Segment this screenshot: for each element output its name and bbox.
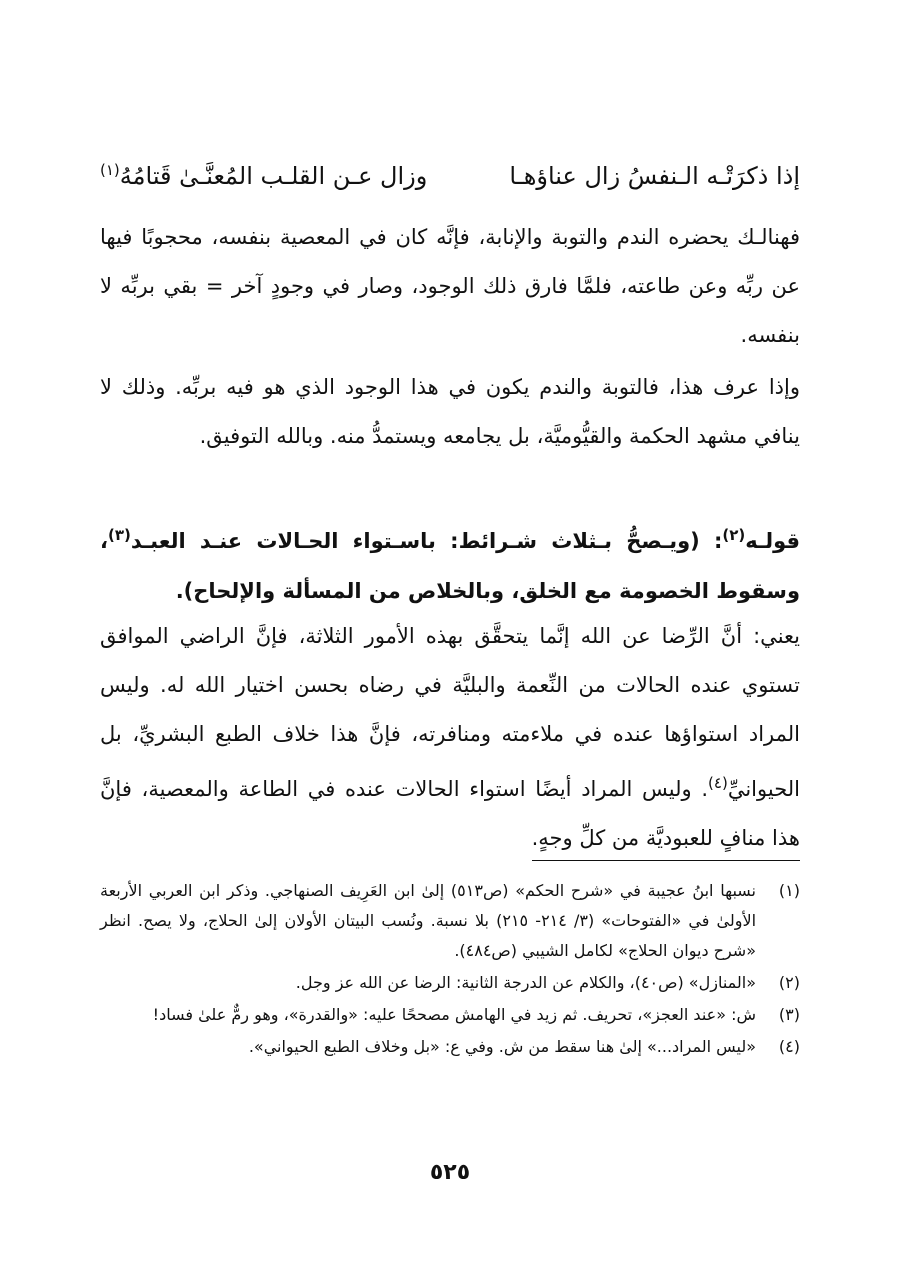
footnote-item: [100, 1032, 800, 1062]
footnote-item: [100, 876, 800, 966]
heading-text-part-1: : (ويـصحُّ بـثلاث شـرائط: باسـتواء الحـالات عنـد العبـد: [130, 529, 723, 553]
paragraph-explanation: [100, 612, 800, 863]
footnote-separator: [532, 860, 800, 861]
footnote-text: «ليس المراد...» إلىٰ هنا سقط من ش. وفي ع: «بل وخلاف الطبع الحيواني».: [248, 1037, 756, 1056]
heading-text-part-2: ، وسقوط الخصومة مع الخلق، وبالخلاص من المسألة والإلحاح).: [100, 529, 800, 603]
footnote-ref-2: (٢): [722, 526, 746, 544]
poetry-verse: [100, 150, 800, 196]
footnote-text: ش: «عند العجز»، تحريف. ثم زيد في الهامش مصححًا عليه: «والقدرة»، وهو رمٌّ علىٰ فساد!: [152, 1005, 756, 1024]
footnote-ref-4: (٤): [708, 774, 728, 792]
footnote-text: «المنازل» (ص٤٠)، والكلام عن الدرجة الثانية: الرضا عن الله عز وجل.: [295, 973, 756, 992]
paragraph-explanation-part-2: . وليس المراد أيضًا استواء الحالات عنده في الطاعة والمعصية، فإنَّ هذا منافٍ للعبوديَّة من كلِّ وجهٍ.: [100, 777, 800, 850]
footnote-ref-3: (٣): [107, 526, 131, 544]
paragraph-explanation-part-1: يعني: أنَّ الرِّضا عن الله إنَّما يتحقَّق بهذه الأمور الثلاثة، فإنَّ الراضي الموافق تستوي عنده الحالات من النِّعمة والبليَّة في رضاه بحسن اختيار الله له. وليس المراد استواؤها عنده في ملاءمته ومنافرته، فإنَّ هذا خلاف الطبع البشريِّ، بل الحيوانيِّ: [100, 624, 800, 801]
verse-first-hemistich: إذا ذكرَتْـه الـنفسُ زال عناؤهـا: [509, 162, 800, 190]
verse-second-hemistich-text: وزال عـن القلـب المُعنَّـىٰ قَتامُهُ: [119, 162, 428, 190]
footnote-number: (٢): [778, 973, 800, 992]
page-number: ٥٢٥: [429, 1160, 471, 1185]
footnote-number: (٤): [778, 1037, 800, 1056]
footnote-ref-1: (١): [100, 161, 120, 179]
paragraph-tawfiq: وإذا عرف هذا، فالتوبة والندم يكون في هذا الوجود الذي هو فيه بربِّه. وذلك لا ينافي مشهد الحكمة والقيُّوميَّة، بل يجامعه ويستمدُّ منه. وبالله التوفيق.: [100, 375, 800, 448]
verse-second-hemistich: [100, 150, 427, 196]
footnote-number: (٣): [778, 1005, 800, 1024]
footnote-item: [100, 968, 800, 998]
footnote-item: [100, 1000, 800, 1030]
section-quote-heading: [100, 510, 800, 616]
footnote-number: (١): [778, 881, 800, 900]
footnotes-list: [100, 876, 800, 1064]
heading-label: قولـه: [745, 529, 800, 553]
footnote-text: نسبها ابنُ عجيبة في «شرح الحكم» (ص٥١٣) إلىٰ ابن العَرِيف الصنهاجي. وذكر ابن العربي الأربعة الأولىٰ في «الفتوحات» (٣/ ٢١٤- ٢١٥) بلا نسبة. ونُسب البيتان الأولان إلىٰ الحلاج، ولا يصح. انظر «شرح ديوان الحلاج» لكامل الشيبي (ص٤٨٤).: [100, 881, 757, 960]
paragraph-repentance: فهنالـك يحضره الندم والتوبة والإنابة، فإنَّه كان في المعصية بنفسه، محجوبًا فيها عن ربِّه وعن طاعته، فلمَّا فارق ذلك الوجود، وصار في وجودٍ آخر = بقي بربِّه لا بنفسه.: [100, 225, 800, 347]
